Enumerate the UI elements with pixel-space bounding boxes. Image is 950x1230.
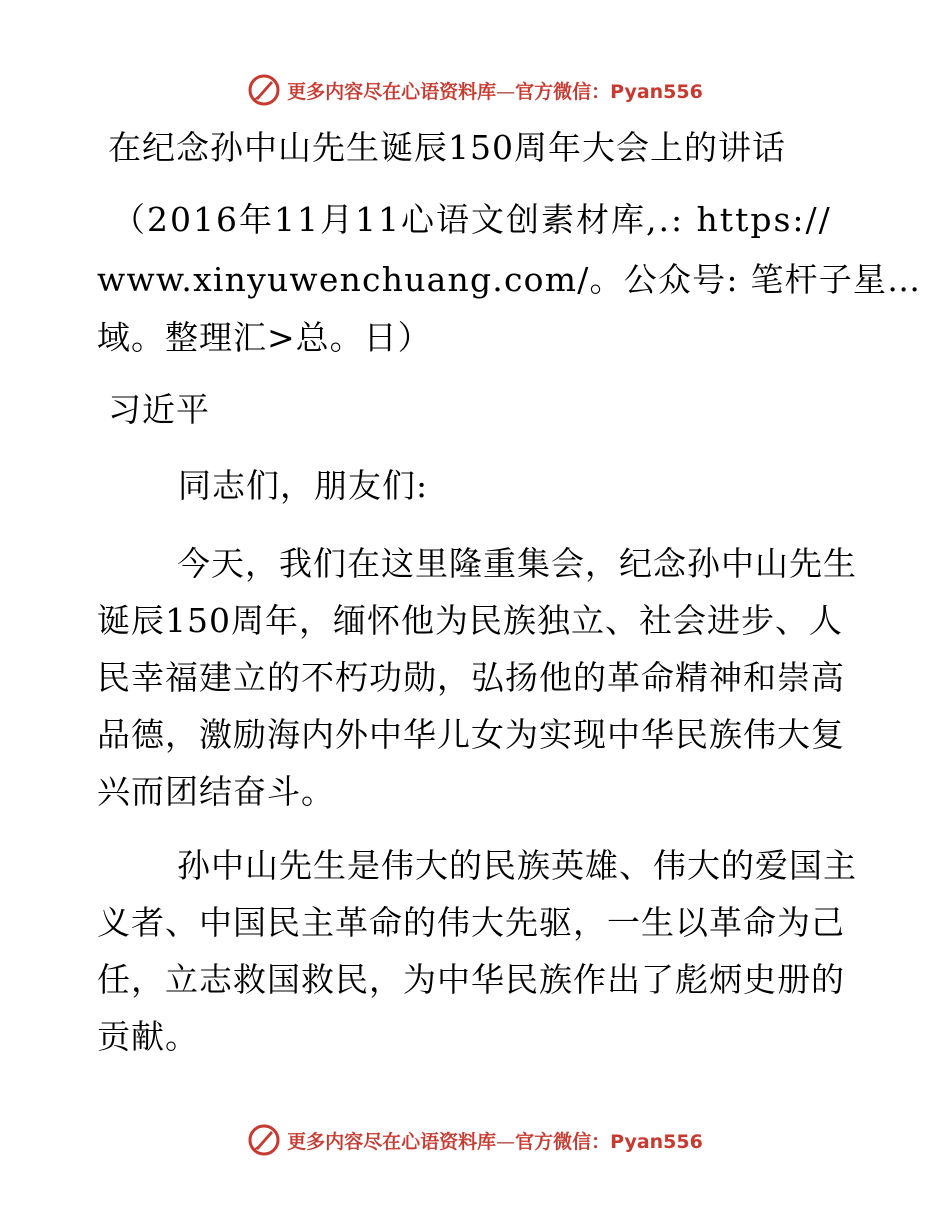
meta-line-1: （2016年11月11心语文创素材库,.: https://	[112, 200, 832, 239]
banner-separator: —	[496, 80, 516, 103]
header-banner	[0, 70, 950, 110]
meta-line-2: www.xinyuwenchuang.com/。公众号: 笔杆子星…	[97, 260, 922, 299]
feather-pen-circle-icon	[247, 73, 281, 107]
meta-line-3: 域。整理汇>总。日）	[97, 318, 432, 357]
paragraph: 今天，我们在这里隆重集会，纪念孙中山先生诞辰150周年，缅怀他为民族独立、社会进步、人民幸福建立的不朽功勋，弘扬他的革命精神和崇高品德，激励海内外中华儿女为实现中华民族伟大复兴而团结奋斗。	[97, 544, 857, 811]
banner-separator: —	[496, 1130, 516, 1153]
footer-banner	[0, 1120, 950, 1160]
banner-main-text: 更多内容尽在心语资料库	[287, 1130, 497, 1153]
banner-text	[287, 1127, 703, 1154]
greeting: 同志们，朋友们:	[178, 466, 429, 505]
banner-wechat-text: 官方微信：Pyan556	[515, 80, 703, 103]
banner-main-text: 更多内容尽在心语资料库	[287, 80, 497, 103]
feather-pen-circle-icon	[247, 1123, 281, 1157]
author-name: 习近平	[108, 390, 210, 429]
banner-text	[287, 77, 703, 104]
paragraph: 孙中山先生是伟大的民族英雄、伟大的爱国主义者、中国民主革命的伟大先驱，一生以革命为己任，立志救国救民，为中华民族作出了彪炳史册的贡献。	[97, 846, 857, 1056]
banner-wechat-text: 官方微信：Pyan556	[515, 1130, 703, 1153]
document-title: 在纪念孙中山先生诞辰150周年大会上的讲话	[108, 128, 786, 167]
